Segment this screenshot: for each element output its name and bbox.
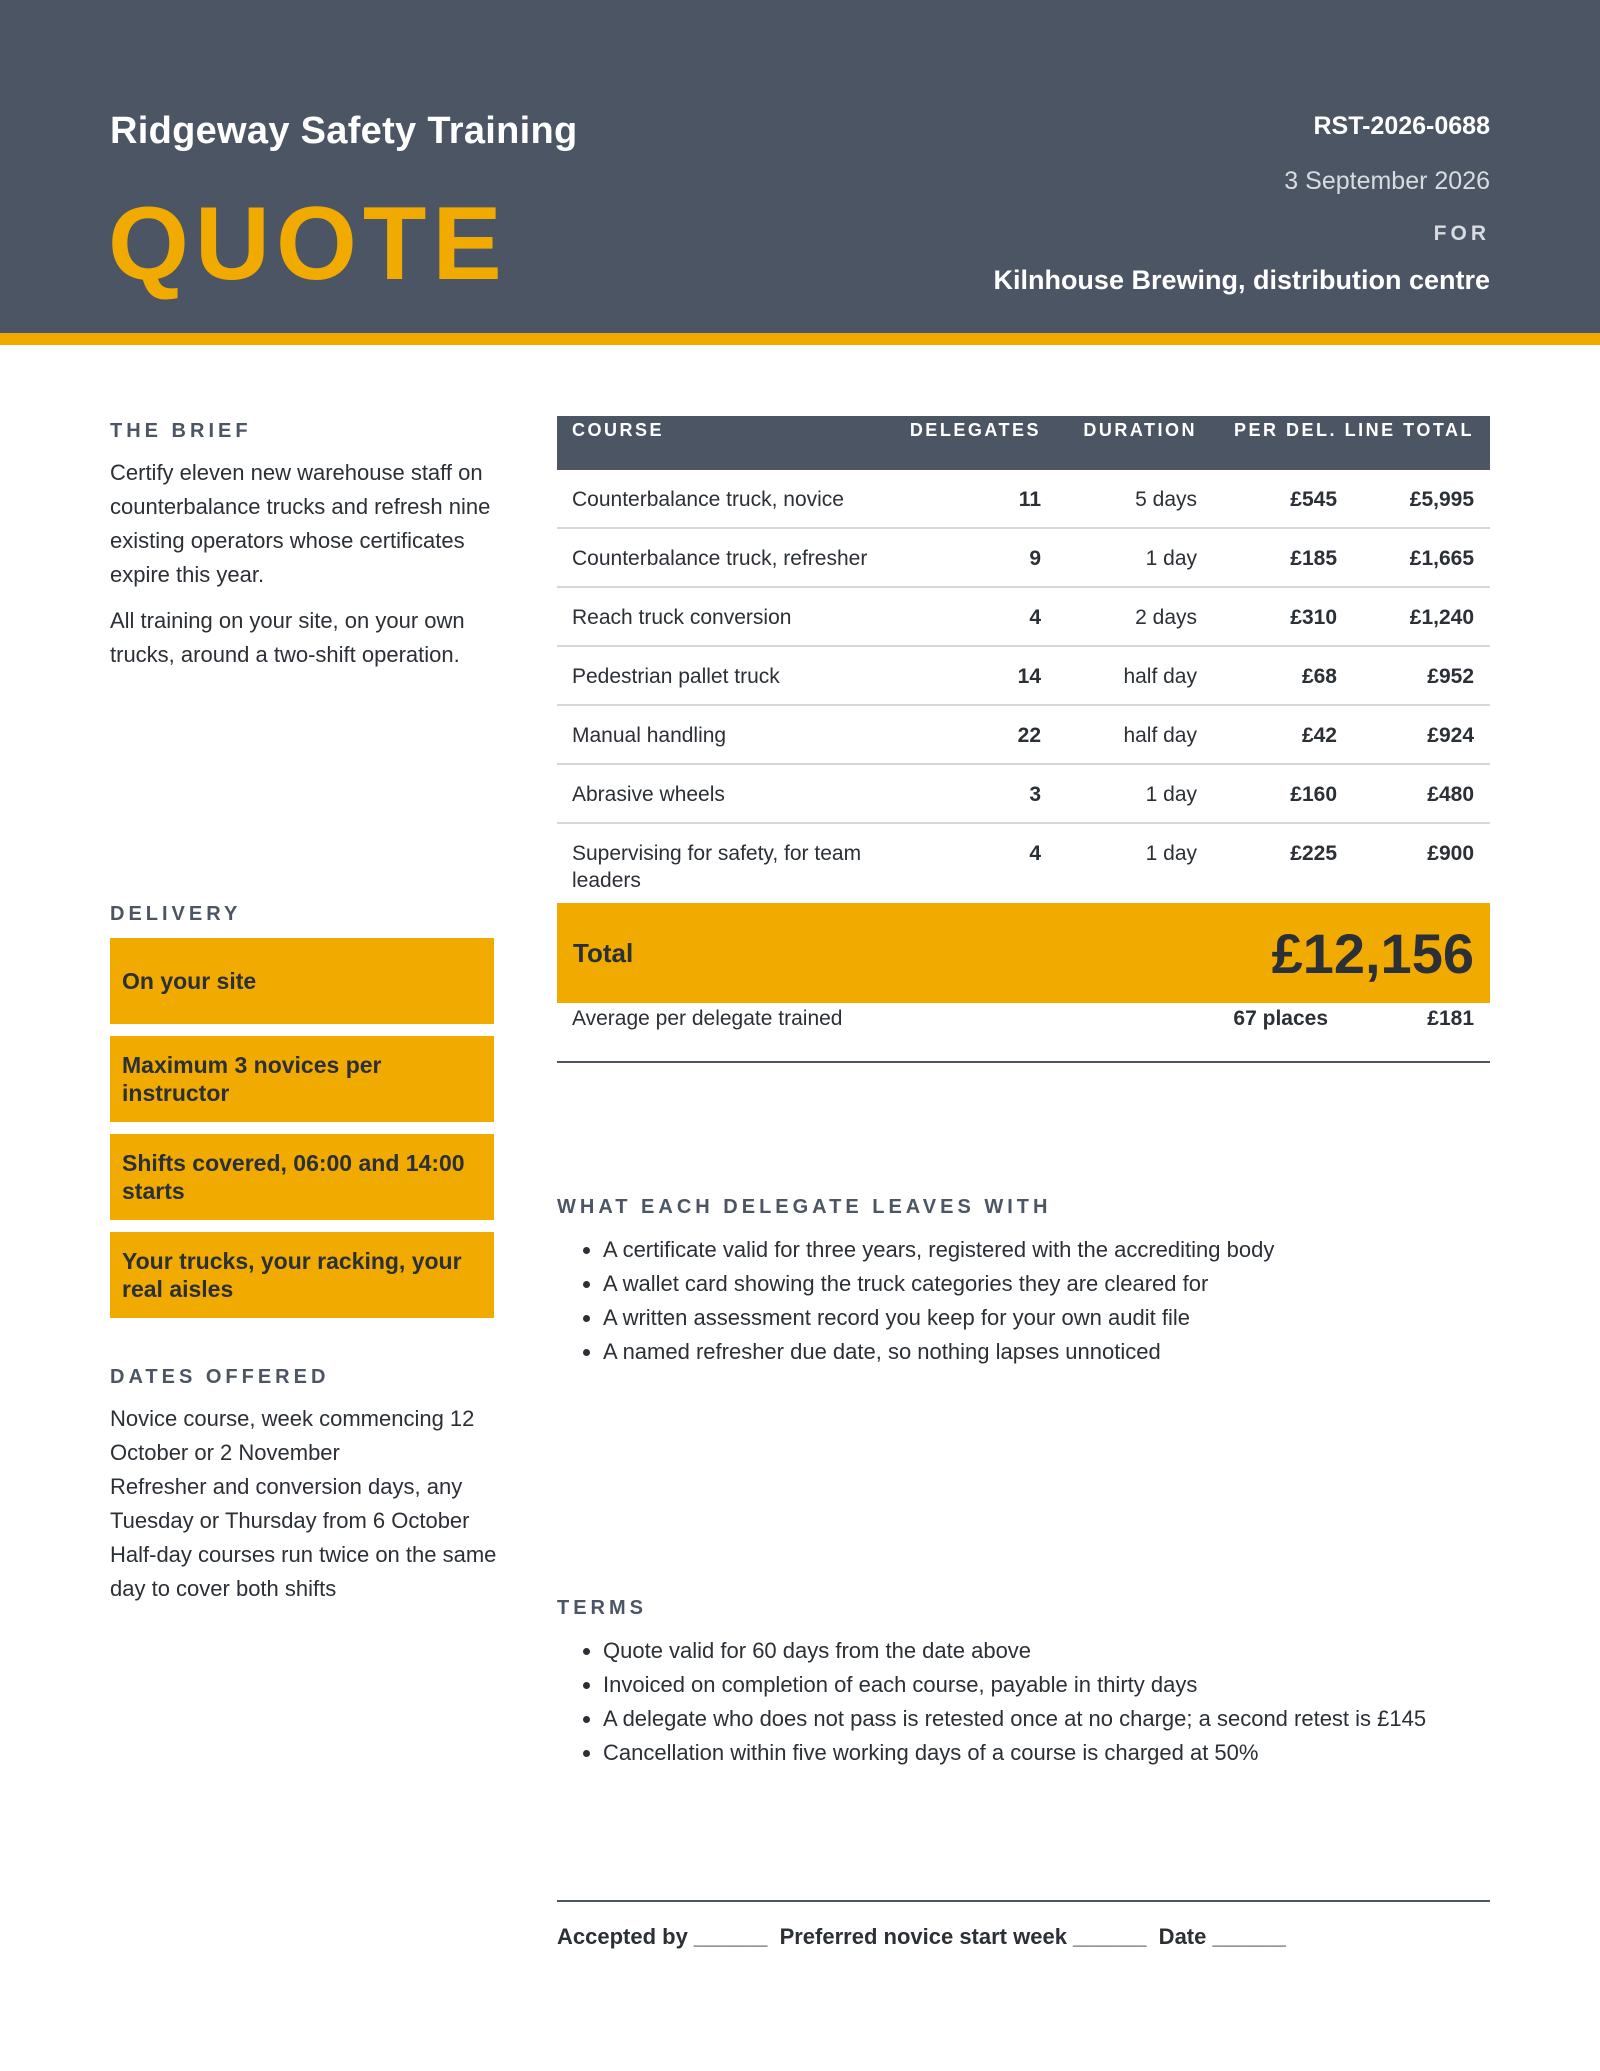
course-name: Counterbalance truck, novice xyxy=(572,488,844,511)
line-total: £480 xyxy=(1427,783,1474,806)
delegate-count: 14 xyxy=(1017,665,1041,688)
price-per-delegate: £225 xyxy=(1290,842,1337,865)
for-label: FOR xyxy=(1433,222,1490,245)
price-per-delegate: £185 xyxy=(1290,547,1337,570)
list-item: • A named refresher due date, so nothing lapses unnoticed xyxy=(603,1335,1490,1369)
table-row xyxy=(557,824,1490,900)
quote-date: 3 September 2026 xyxy=(1284,167,1490,195)
price-per-delegate: £310 xyxy=(1290,606,1337,629)
course-name: Supervising for safety, for team leaders xyxy=(572,842,862,892)
dates-offered-line: Refresher and conversion days, any Tuesday or Thursday from 6 October xyxy=(110,1474,470,1533)
total-value: £12,156 xyxy=(1271,921,1474,985)
brief-paragraph: Certify eleven new warehouse staff on counterbalance trucks and refresh nine existing operators whose certificates expire this year. xyxy=(110,460,491,587)
column-header-course: COURSE xyxy=(572,420,665,440)
delegate-count: 4 xyxy=(1029,606,1041,629)
course-name: Reach truck conversion xyxy=(572,606,792,629)
line-total: £1,665 xyxy=(1409,547,1474,570)
list-item: • Quote valid for 60 days from the date above xyxy=(603,1634,1490,1668)
table-row xyxy=(557,529,1490,588)
table-row xyxy=(557,765,1490,824)
dates-offered-line: Novice course, week commencing 12 October or 2 November xyxy=(110,1406,475,1465)
course-name: Manual handling xyxy=(572,724,727,747)
delivery-item: On your site xyxy=(110,938,494,1024)
delegate-count: 22 xyxy=(1017,724,1041,747)
duration: half day xyxy=(1123,724,1197,747)
average-value: £181 xyxy=(1427,1007,1474,1030)
line-total: £900 xyxy=(1427,842,1474,865)
duration: half day xyxy=(1123,665,1197,688)
list-item: • A written assessment record you keep for your own audit file xyxy=(603,1301,1490,1335)
list-item: • A wallet card showing the truck categories they are cleared for xyxy=(603,1267,1490,1301)
quote-header xyxy=(0,0,1600,345)
line-total: £924 xyxy=(1427,724,1474,747)
duration: 2 days xyxy=(1135,606,1197,629)
delegate-count: 9 xyxy=(1029,547,1041,570)
dates-offered-line: Half-day courses run twice on the same day to cover both shifts xyxy=(110,1542,497,1601)
delegate-count: 11 xyxy=(1018,488,1041,511)
delegate-count: 3 xyxy=(1029,783,1041,806)
terms-section xyxy=(557,1634,1490,1770)
leaves-with-list xyxy=(557,1233,1490,1369)
duration: 1 day xyxy=(1145,547,1197,570)
total-label: Total xyxy=(573,937,634,968)
delivery-item: Maximum 3 novices per instructor xyxy=(110,1036,494,1122)
line-total: £952 xyxy=(1427,665,1474,688)
average-label: Average per delegate trained xyxy=(572,1007,843,1030)
price-per-delegate: £68 xyxy=(1301,665,1337,688)
dates-offered-heading: DATES OFFERED xyxy=(110,1366,330,1388)
total-bar xyxy=(557,903,1490,1003)
course-name: Pedestrian pallet truck xyxy=(572,665,780,688)
delivery-item: Your trucks, your racking, your real aisles xyxy=(110,1232,494,1318)
list-item: • A delegate who does not pass is retested once at no charge; a second retest is £145 xyxy=(603,1702,1490,1736)
client-name: Kilnhouse Brewing, distribution centre xyxy=(993,265,1490,295)
course-name: Counterbalance truck, refresher xyxy=(572,547,868,570)
duration: 1 day xyxy=(1145,783,1197,806)
signoff-divider xyxy=(557,1900,1490,1902)
column-header-line-total: LINE TOTAL xyxy=(1344,420,1474,440)
dates-offered-list xyxy=(110,1402,510,1606)
document-type-title: QUOTE xyxy=(108,186,508,302)
duration: 5 days xyxy=(1135,488,1197,511)
column-header-duration: DURATION xyxy=(1083,420,1197,440)
average-places: 67 places xyxy=(1233,1007,1328,1030)
average-row xyxy=(557,1003,1490,1063)
leaves-with-section xyxy=(557,1233,1490,1369)
table-row xyxy=(557,470,1490,529)
company-name: Ridgeway Safety Training xyxy=(110,110,578,152)
line-total: £1,240 xyxy=(1409,606,1474,629)
list-item: • A certificate valid for three years, registered with the accrediting body xyxy=(603,1233,1490,1267)
signoff-line: Accepted by ______ Preferred novice start week ______ Date ______ xyxy=(557,1924,1286,1949)
leaves-with-heading: WHAT EACH DELEGATE LEAVES WITH xyxy=(557,1196,1052,1218)
brief-paragraph: All training on your site, on your own trucks, around a two-shift operation. xyxy=(110,608,465,667)
price-per-delegate: £42 xyxy=(1301,724,1337,747)
price-per-delegate: £160 xyxy=(1290,783,1337,806)
terms-list xyxy=(557,1634,1490,1770)
list-item: • Invoiced on completion of each course, payable in thirty days xyxy=(603,1668,1490,1702)
column-header-delegates: DELEGATES xyxy=(909,420,1041,440)
delivery-item: Shifts covered, 06:00 and 14:00 starts xyxy=(110,1134,494,1220)
table-header-row xyxy=(557,416,1490,470)
line-total: £5,995 xyxy=(1409,488,1474,511)
delivery-heading: DELIVERY xyxy=(110,903,242,925)
duration: 1 day xyxy=(1145,842,1197,865)
brief-section xyxy=(110,456,500,684)
column-header-per-delegate: PER DEL. xyxy=(1233,420,1337,440)
course-name: Abrasive wheels xyxy=(572,783,725,806)
price-per-delegate: £545 xyxy=(1290,488,1337,511)
table-row xyxy=(557,647,1490,706)
list-item: • Cancellation within five working days of a course is charged at 50% xyxy=(603,1736,1490,1770)
table-row xyxy=(557,588,1490,647)
delegate-count: 4 xyxy=(1029,842,1041,865)
terms-heading: TERMS xyxy=(557,1597,647,1619)
brief-heading: THE BRIEF xyxy=(110,420,252,442)
quote-reference: RST-2026-0688 xyxy=(1313,112,1490,140)
course-table xyxy=(557,416,1490,900)
table-row xyxy=(557,706,1490,765)
